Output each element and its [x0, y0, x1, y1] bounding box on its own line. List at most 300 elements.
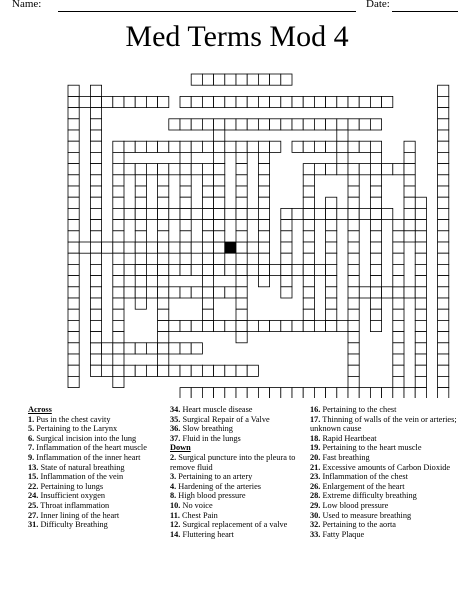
grid-cell[interactable] — [326, 141, 337, 152]
grid-cell[interactable] — [348, 175, 359, 186]
grid-cell[interactable] — [236, 164, 247, 175]
grid-cell[interactable] — [303, 175, 314, 186]
grid-cell[interactable] — [113, 231, 124, 242]
grid-cell[interactable] — [415, 354, 426, 365]
grid-cell[interactable] — [68, 119, 79, 130]
grid-cell[interactable] — [348, 119, 359, 130]
grid-cell[interactable] — [158, 276, 169, 287]
grid-cell[interactable] — [169, 242, 180, 253]
grid-cell[interactable] — [382, 388, 393, 398]
grid-cell[interactable] — [90, 141, 101, 152]
grid-cell[interactable] — [258, 253, 269, 264]
grid-cell[interactable] — [415, 388, 426, 398]
grid-cell[interactable] — [214, 130, 225, 141]
grid-cell[interactable] — [79, 96, 90, 107]
grid-cell[interactable] — [146, 242, 157, 253]
grid-cell[interactable] — [326, 197, 337, 208]
grid-cell[interactable] — [68, 332, 79, 343]
grid-cell[interactable] — [370, 152, 381, 163]
grid-cell[interactable] — [359, 164, 370, 175]
grid-cell[interactable] — [90, 354, 101, 365]
grid-cell[interactable] — [124, 96, 135, 107]
grid-cell[interactable] — [359, 141, 370, 152]
grid-cell[interactable] — [438, 197, 449, 208]
grid-cell[interactable] — [191, 287, 202, 298]
grid-cell[interactable] — [146, 96, 157, 107]
grid-cell[interactable] — [202, 186, 213, 197]
grid-cell[interactable] — [214, 264, 225, 275]
grid-cell[interactable] — [146, 287, 157, 298]
grid-cell[interactable] — [180, 388, 191, 398]
grid-cell[interactable] — [348, 242, 359, 253]
grid-cell[interactable] — [191, 264, 202, 275]
grid-cell[interactable] — [415, 332, 426, 343]
grid-cell[interactable] — [202, 242, 213, 253]
grid-cell[interactable] — [169, 365, 180, 376]
grid-cell[interactable] — [303, 320, 314, 331]
grid-cell[interactable] — [314, 264, 325, 275]
grid-cell[interactable] — [124, 287, 135, 298]
grid-cell[interactable] — [348, 376, 359, 387]
grid-cell[interactable] — [438, 320, 449, 331]
grid-cell[interactable] — [438, 130, 449, 141]
grid-cell[interactable] — [337, 388, 348, 398]
grid-cell[interactable] — [303, 287, 314, 298]
grid-cell[interactable] — [113, 152, 124, 163]
grid-cell[interactable] — [236, 320, 247, 331]
grid-cell[interactable] — [202, 175, 213, 186]
grid-cell[interactable] — [326, 276, 337, 287]
date-field[interactable] — [392, 11, 458, 12]
grid-cell[interactable] — [180, 287, 191, 298]
grid-cell[interactable] — [438, 388, 449, 398]
grid-cell[interactable] — [113, 253, 124, 264]
grid-cell[interactable] — [180, 242, 191, 253]
grid-cell[interactable] — [158, 298, 169, 309]
grid-cell[interactable] — [202, 365, 213, 376]
grid-cell[interactable] — [314, 164, 325, 175]
grid-cell[interactable] — [258, 242, 269, 253]
grid-cell[interactable] — [236, 231, 247, 242]
grid-cell[interactable] — [348, 164, 359, 175]
grid-cell[interactable] — [113, 208, 124, 219]
grid-cell[interactable] — [415, 343, 426, 354]
grid-cell[interactable] — [236, 276, 247, 287]
grid-cell[interactable] — [393, 287, 404, 298]
grid-cell[interactable] — [348, 365, 359, 376]
grid-cell[interactable] — [68, 175, 79, 186]
grid-cell[interactable] — [135, 253, 146, 264]
grid-cell[interactable] — [370, 253, 381, 264]
grid-cell[interactable] — [326, 320, 337, 331]
grid-cell[interactable] — [202, 208, 213, 219]
grid-cell[interactable] — [303, 309, 314, 320]
grid-cell[interactable] — [370, 276, 381, 287]
grid-cell[interactable] — [191, 74, 202, 85]
grid-cell[interactable] — [370, 197, 381, 208]
grid-cell[interactable] — [102, 365, 113, 376]
grid-cell[interactable] — [382, 96, 393, 107]
grid-cell[interactable] — [348, 388, 359, 398]
grid-cell[interactable] — [270, 388, 281, 398]
grid-cell[interactable] — [158, 320, 169, 331]
grid-cell[interactable] — [247, 96, 258, 107]
grid-cell[interactable] — [90, 276, 101, 287]
grid-cell[interactable] — [292, 320, 303, 331]
grid-cell[interactable] — [113, 287, 124, 298]
grid-cell[interactable] — [270, 320, 281, 331]
grid-cell[interactable] — [393, 264, 404, 275]
grid-cell[interactable] — [404, 388, 415, 398]
grid-cell[interactable] — [348, 332, 359, 343]
grid-cell[interactable] — [348, 343, 359, 354]
grid-cell[interactable] — [281, 276, 292, 287]
grid-cell[interactable] — [247, 388, 258, 398]
grid-cell[interactable] — [68, 276, 79, 287]
grid-cell[interactable] — [169, 343, 180, 354]
grid-cell[interactable] — [90, 332, 101, 343]
grid-cell[interactable] — [370, 298, 381, 309]
grid-cell[interactable] — [382, 164, 393, 175]
grid-cell[interactable] — [247, 119, 258, 130]
grid-cell[interactable] — [90, 208, 101, 219]
grid-cell[interactable] — [135, 343, 146, 354]
grid-cell[interactable] — [135, 276, 146, 287]
grid-cell[interactable] — [438, 152, 449, 163]
grid-cell[interactable] — [214, 388, 225, 398]
grid-cell[interactable] — [258, 141, 269, 152]
grid-cell[interactable] — [169, 164, 180, 175]
grid-cell[interactable] — [90, 197, 101, 208]
grid-cell[interactable] — [393, 388, 404, 398]
grid-cell[interactable] — [270, 96, 281, 107]
grid-cell[interactable] — [438, 85, 449, 96]
grid-cell[interactable] — [90, 220, 101, 231]
grid-cell[interactable] — [292, 96, 303, 107]
grid-cell[interactable] — [68, 186, 79, 197]
grid-cell[interactable] — [281, 253, 292, 264]
grid-cell[interactable] — [135, 186, 146, 197]
grid-cell[interactable] — [370, 287, 381, 298]
grid-cell[interactable] — [258, 164, 269, 175]
grid-cell[interactable] — [258, 388, 269, 398]
grid-cell[interactable] — [393, 253, 404, 264]
grid-cell[interactable] — [191, 365, 202, 376]
grid-cell[interactable] — [370, 264, 381, 275]
grid-cell[interactable] — [90, 309, 101, 320]
grid-cell[interactable] — [292, 208, 303, 219]
grid-cell[interactable] — [236, 220, 247, 231]
grid-cell[interactable] — [79, 242, 90, 253]
grid-cell[interactable] — [393, 164, 404, 175]
grid-cell[interactable] — [348, 141, 359, 152]
grid-cell[interactable] — [326, 264, 337, 275]
grid-cell[interactable] — [270, 141, 281, 152]
grid-cell[interactable] — [180, 220, 191, 231]
grid-cell[interactable] — [326, 253, 337, 264]
grid-cell[interactable] — [247, 74, 258, 85]
grid-cell[interactable] — [68, 220, 79, 231]
grid-cell[interactable] — [303, 276, 314, 287]
grid-cell[interactable] — [393, 242, 404, 253]
grid-cell[interactable] — [68, 343, 79, 354]
grid-cell[interactable] — [236, 186, 247, 197]
grid-cell[interactable] — [281, 320, 292, 331]
grid-cell[interactable] — [292, 264, 303, 275]
grid-cell[interactable] — [202, 309, 213, 320]
grid-cell[interactable] — [258, 175, 269, 186]
grid-cell[interactable] — [68, 264, 79, 275]
grid-cell[interactable] — [102, 96, 113, 107]
grid-cell[interactable] — [348, 264, 359, 275]
grid-cell[interactable] — [438, 365, 449, 376]
grid-cell[interactable] — [326, 208, 337, 219]
grid-cell[interactable] — [348, 287, 359, 298]
grid-cell[interactable] — [214, 320, 225, 331]
grid-cell[interactable] — [68, 298, 79, 309]
grid-cell[interactable] — [225, 119, 236, 130]
grid-cell[interactable] — [247, 242, 258, 253]
grid-cell[interactable] — [135, 175, 146, 186]
grid-cell[interactable] — [68, 141, 79, 152]
grid-cell[interactable] — [314, 320, 325, 331]
grid-cell[interactable] — [146, 264, 157, 275]
grid-cell[interactable] — [281, 242, 292, 253]
grid-cell[interactable] — [404, 197, 415, 208]
grid-cell[interactable] — [258, 96, 269, 107]
grid-cell[interactable] — [169, 264, 180, 275]
grid-cell[interactable] — [314, 119, 325, 130]
grid-cell[interactable] — [202, 388, 213, 398]
grid-cell[interactable] — [214, 175, 225, 186]
grid-cell[interactable] — [90, 343, 101, 354]
grid-cell[interactable] — [202, 119, 213, 130]
grid-cell[interactable] — [68, 376, 79, 387]
grid-cell[interactable] — [404, 152, 415, 163]
grid-cell[interactable] — [158, 220, 169, 231]
grid-cell[interactable] — [348, 276, 359, 287]
grid-cell[interactable] — [281, 231, 292, 242]
grid-cell[interactable] — [337, 141, 348, 152]
grid-cell[interactable] — [270, 74, 281, 85]
grid-cell[interactable] — [68, 231, 79, 242]
grid-cell[interactable] — [158, 264, 169, 275]
grid-cell[interactable] — [370, 231, 381, 242]
grid-cell[interactable] — [113, 220, 124, 231]
grid-cell[interactable] — [337, 164, 348, 175]
grid-cell[interactable] — [90, 287, 101, 298]
grid-cell[interactable] — [90, 264, 101, 275]
grid-cell[interactable] — [124, 343, 135, 354]
grid-cell[interactable] — [438, 276, 449, 287]
grid-cell[interactable] — [68, 365, 79, 376]
grid-cell[interactable] — [124, 365, 135, 376]
grid-cell[interactable] — [337, 208, 348, 219]
grid-cell[interactable] — [438, 208, 449, 219]
grid-cell[interactable] — [158, 354, 169, 365]
grid-cell[interactable] — [214, 220, 225, 231]
grid-cell[interactable] — [258, 276, 269, 287]
grid-cell[interactable] — [314, 141, 325, 152]
grid-cell[interactable] — [359, 96, 370, 107]
grid-cell[interactable] — [382, 287, 393, 298]
grid-cell[interactable] — [370, 242, 381, 253]
grid-cell[interactable] — [303, 96, 314, 107]
grid-cell[interactable] — [135, 365, 146, 376]
grid-cell[interactable] — [415, 253, 426, 264]
grid-cell[interactable] — [438, 242, 449, 253]
grid-cell[interactable] — [415, 287, 426, 298]
grid-cell[interactable] — [348, 298, 359, 309]
grid-cell[interactable] — [359, 208, 370, 219]
grid-cell[interactable] — [393, 276, 404, 287]
grid-cell[interactable] — [202, 96, 213, 107]
grid-cell[interactable] — [225, 388, 236, 398]
grid-cell[interactable] — [113, 376, 124, 387]
grid-cell[interactable] — [258, 186, 269, 197]
grid-cell[interactable] — [113, 186, 124, 197]
grid-cell[interactable] — [438, 96, 449, 107]
grid-cell[interactable] — [202, 298, 213, 309]
grid-cell[interactable] — [214, 287, 225, 298]
grid-cell[interactable] — [404, 175, 415, 186]
grid-cell[interactable] — [247, 208, 258, 219]
grid-cell[interactable] — [438, 119, 449, 130]
grid-cell[interactable] — [258, 220, 269, 231]
grid-cell[interactable] — [393, 332, 404, 343]
grid-cell[interactable] — [202, 74, 213, 85]
grid-cell[interactable] — [326, 119, 337, 130]
grid-cell[interactable] — [169, 119, 180, 130]
grid-cell[interactable] — [415, 365, 426, 376]
grid-cell[interactable] — [348, 309, 359, 320]
grid-cell[interactable] — [68, 197, 79, 208]
grid-cell[interactable] — [68, 208, 79, 219]
grid-cell[interactable] — [68, 130, 79, 141]
grid-cell[interactable] — [404, 220, 415, 231]
grid-cell[interactable] — [236, 287, 247, 298]
grid-cell[interactable] — [415, 276, 426, 287]
grid-cell[interactable] — [180, 119, 191, 130]
grid-cell[interactable] — [370, 220, 381, 231]
grid-cell[interactable] — [68, 320, 79, 331]
grid-cell[interactable] — [348, 186, 359, 197]
grid-cell[interactable] — [281, 208, 292, 219]
grid-cell[interactable] — [158, 208, 169, 219]
grid-cell[interactable] — [90, 175, 101, 186]
grid-cell[interactable] — [90, 253, 101, 264]
grid-cell[interactable] — [303, 388, 314, 398]
grid-cell[interactable] — [158, 175, 169, 186]
grid-cell[interactable] — [236, 309, 247, 320]
grid-cell[interactable] — [113, 197, 124, 208]
grid-cell[interactable] — [303, 220, 314, 231]
grid-cell[interactable] — [438, 376, 449, 387]
grid-cell[interactable] — [303, 119, 314, 130]
grid-cell[interactable] — [102, 242, 113, 253]
grid-cell[interactable] — [348, 96, 359, 107]
grid-cell[interactable] — [202, 197, 213, 208]
grid-cell[interactable] — [258, 208, 269, 219]
grid-cell[interactable] — [236, 365, 247, 376]
grid-cell[interactable] — [135, 287, 146, 298]
grid-cell[interactable] — [68, 242, 79, 253]
grid-cell[interactable] — [113, 332, 124, 343]
grid-cell[interactable] — [214, 119, 225, 130]
grid-cell[interactable] — [438, 264, 449, 275]
grid-cell[interactable] — [314, 388, 325, 398]
grid-cell[interactable] — [236, 253, 247, 264]
grid-cell[interactable] — [236, 141, 247, 152]
grid-cell[interactable] — [438, 343, 449, 354]
grid-cell[interactable] — [404, 287, 415, 298]
grid-cell[interactable] — [191, 343, 202, 354]
grid-cell[interactable] — [180, 164, 191, 175]
grid-cell[interactable] — [146, 365, 157, 376]
grid-cell[interactable] — [225, 208, 236, 219]
grid-cell[interactable] — [281, 388, 292, 398]
grid-cell[interactable] — [370, 208, 381, 219]
grid-cell[interactable] — [102, 343, 113, 354]
grid-cell[interactable] — [303, 298, 314, 309]
grid-cell[interactable] — [382, 208, 393, 219]
grid-cell[interactable] — [158, 231, 169, 242]
grid-cell[interactable] — [135, 164, 146, 175]
grid-cell[interactable] — [281, 96, 292, 107]
grid-cell[interactable] — [236, 332, 247, 343]
grid-cell[interactable] — [158, 186, 169, 197]
grid-cell[interactable] — [326, 164, 337, 175]
grid-cell[interactable] — [415, 208, 426, 219]
grid-cell[interactable] — [214, 197, 225, 208]
grid-cell[interactable] — [146, 208, 157, 219]
grid-cell[interactable] — [404, 231, 415, 242]
grid-cell[interactable] — [202, 253, 213, 264]
grid-cell[interactable] — [214, 231, 225, 242]
grid-cell[interactable] — [236, 298, 247, 309]
grid-cell[interactable] — [326, 298, 337, 309]
grid-cell[interactable] — [146, 343, 157, 354]
grid-cell[interactable] — [214, 152, 225, 163]
grid-cell[interactable] — [348, 197, 359, 208]
grid-cell[interactable] — [113, 298, 124, 309]
grid-cell[interactable] — [348, 208, 359, 219]
grid-cell[interactable] — [415, 264, 426, 275]
grid-cell[interactable] — [180, 96, 191, 107]
grid-cell[interactable] — [415, 298, 426, 309]
grid-cell[interactable] — [236, 96, 247, 107]
grid-cell[interactable] — [415, 320, 426, 331]
grid-cell[interactable] — [158, 141, 169, 152]
grid-cell[interactable] — [135, 208, 146, 219]
grid-cell[interactable] — [438, 108, 449, 119]
grid-cell[interactable] — [438, 175, 449, 186]
grid-cell[interactable] — [348, 320, 359, 331]
grid-cell[interactable] — [393, 376, 404, 387]
grid-cell[interactable] — [370, 164, 381, 175]
grid-cell[interactable] — [90, 231, 101, 242]
grid-cell[interactable] — [191, 119, 202, 130]
grid-cell[interactable] — [326, 287, 337, 298]
grid-cell[interactable] — [247, 365, 258, 376]
grid-cell[interactable] — [348, 220, 359, 231]
grid-cell[interactable] — [180, 253, 191, 264]
grid-cell[interactable] — [225, 320, 236, 331]
grid-cell[interactable] — [68, 354, 79, 365]
grid-cell[interactable] — [225, 141, 236, 152]
grid-cell[interactable] — [113, 320, 124, 331]
grid-cell[interactable] — [393, 365, 404, 376]
